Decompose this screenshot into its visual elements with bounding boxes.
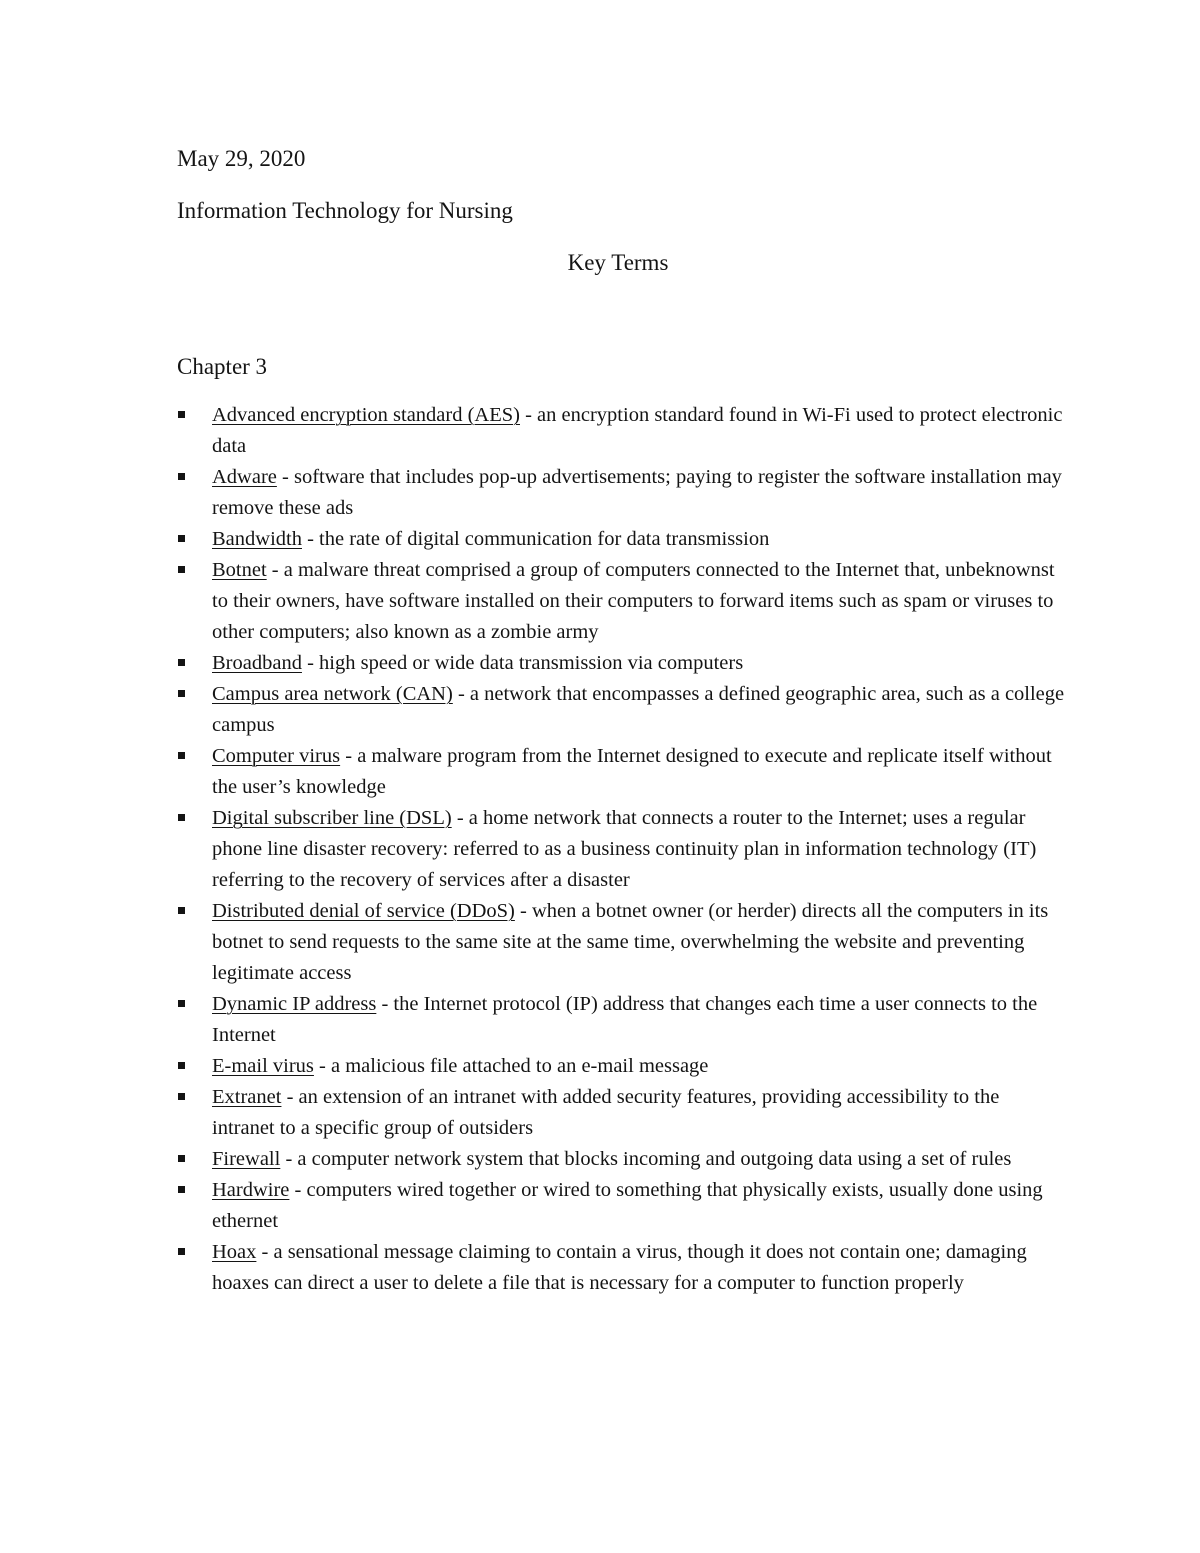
term-name: Distributed denial of service (DDoS) bbox=[212, 900, 515, 922]
term-name: Broadband bbox=[212, 652, 302, 674]
list-item bbox=[177, 555, 1067, 648]
term-definition: - a malware program from the Internet designed to execute and replicate itself without the user’s knowledge bbox=[212, 745, 1052, 798]
chapter-heading: Chapter 3 bbox=[177, 354, 268, 379]
term-definition: - a computer network system that blocks incoming and outgoing data using a set of rules bbox=[280, 1148, 1012, 1170]
term-definition: - software that includes pop-up advertisements; paying to register the software installation may remove these ads bbox=[212, 466, 1062, 519]
term-name: Computer virus bbox=[212, 745, 341, 767]
term-name: Digital subscriber line (DSL) bbox=[212, 807, 452, 829]
term-definition: - a network that encompasses a defined geographic area, such as a college campus bbox=[212, 683, 1065, 736]
term-name: Bandwidth bbox=[212, 528, 302, 550]
term-definition: - a malware threat comprised a group of computers connected to the Internet that, unbeknownst to their owners, have software installed on their computers to forward items such as spam or viruses to other computers; also known as a zombie army bbox=[212, 559, 1055, 643]
list-item bbox=[177, 648, 1067, 679]
list-item bbox=[177, 679, 1067, 741]
term-definition: - the Internet protocol (IP) address that changes each time a user connects to the Internet bbox=[212, 993, 1038, 1046]
list-item bbox=[177, 1051, 1067, 1082]
term-name: Campus area network (CAN) bbox=[212, 683, 453, 705]
term-name: Extranet bbox=[212, 1086, 282, 1108]
list-item bbox=[177, 741, 1067, 803]
term-definition: - a malicious file attached to an e-mail message bbox=[313, 1055, 709, 1077]
list-item bbox=[177, 803, 1067, 896]
list-item bbox=[177, 524, 1067, 555]
document-title: Key Terms bbox=[567, 250, 669, 275]
list-item bbox=[177, 400, 1067, 462]
term-definition: - computers wired together or wired to something that physically exists, usually done using ethernet bbox=[212, 1179, 1043, 1232]
term-definition: - the rate of digital communication for data transmission bbox=[301, 528, 770, 550]
list-item bbox=[177, 1175, 1067, 1237]
term-name: Hardwire bbox=[212, 1179, 290, 1201]
term-name: Hoax bbox=[212, 1241, 257, 1263]
key-terms-list bbox=[177, 400, 1067, 1299]
term-name: Dynamic IP address bbox=[212, 993, 377, 1015]
list-item bbox=[177, 896, 1067, 989]
list-item bbox=[177, 1144, 1067, 1175]
term-definition: - high speed or wide data transmission via computers bbox=[301, 652, 744, 674]
term-name: Adware bbox=[212, 466, 277, 488]
term-definition: - an encryption standard found in Wi-Fi used to protect electronic data bbox=[212, 404, 1063, 457]
list-item bbox=[177, 462, 1067, 524]
list-item bbox=[177, 1237, 1067, 1299]
term-definition: - a sensational message claiming to contain a virus, though it does not contain one; damaging hoaxes can direct a user to delete a file that is necessary for a computer to function properly bbox=[212, 1241, 1027, 1294]
document-date: May 29, 2020 bbox=[177, 146, 306, 171]
list-item bbox=[177, 989, 1067, 1051]
term-name: Firewall bbox=[212, 1148, 281, 1170]
term-definition: - a home network that connects a router to the Internet; uses a regular phone line disaster recovery: referred to as a business continuity plan in information technology (IT) referring to the recovery of services after a disaster bbox=[212, 807, 1037, 891]
term-name: E-mail virus bbox=[212, 1055, 314, 1077]
course-name: Information Technology for Nursing bbox=[177, 198, 513, 223]
term-definition: - when a botnet owner (or herder) directs all the computers in its botnet to send requests to the same site at the same time, overwhelming the website and preventing legitimate access bbox=[212, 900, 1049, 984]
list-item bbox=[177, 1082, 1067, 1144]
term-name: Advanced encryption standard (AES) bbox=[212, 404, 520, 426]
term-definition: - an extension of an intranet with added security features, providing accessibility to the intranet to a specific group of outsiders bbox=[212, 1086, 1000, 1139]
term-name: Botnet bbox=[212, 559, 267, 581]
